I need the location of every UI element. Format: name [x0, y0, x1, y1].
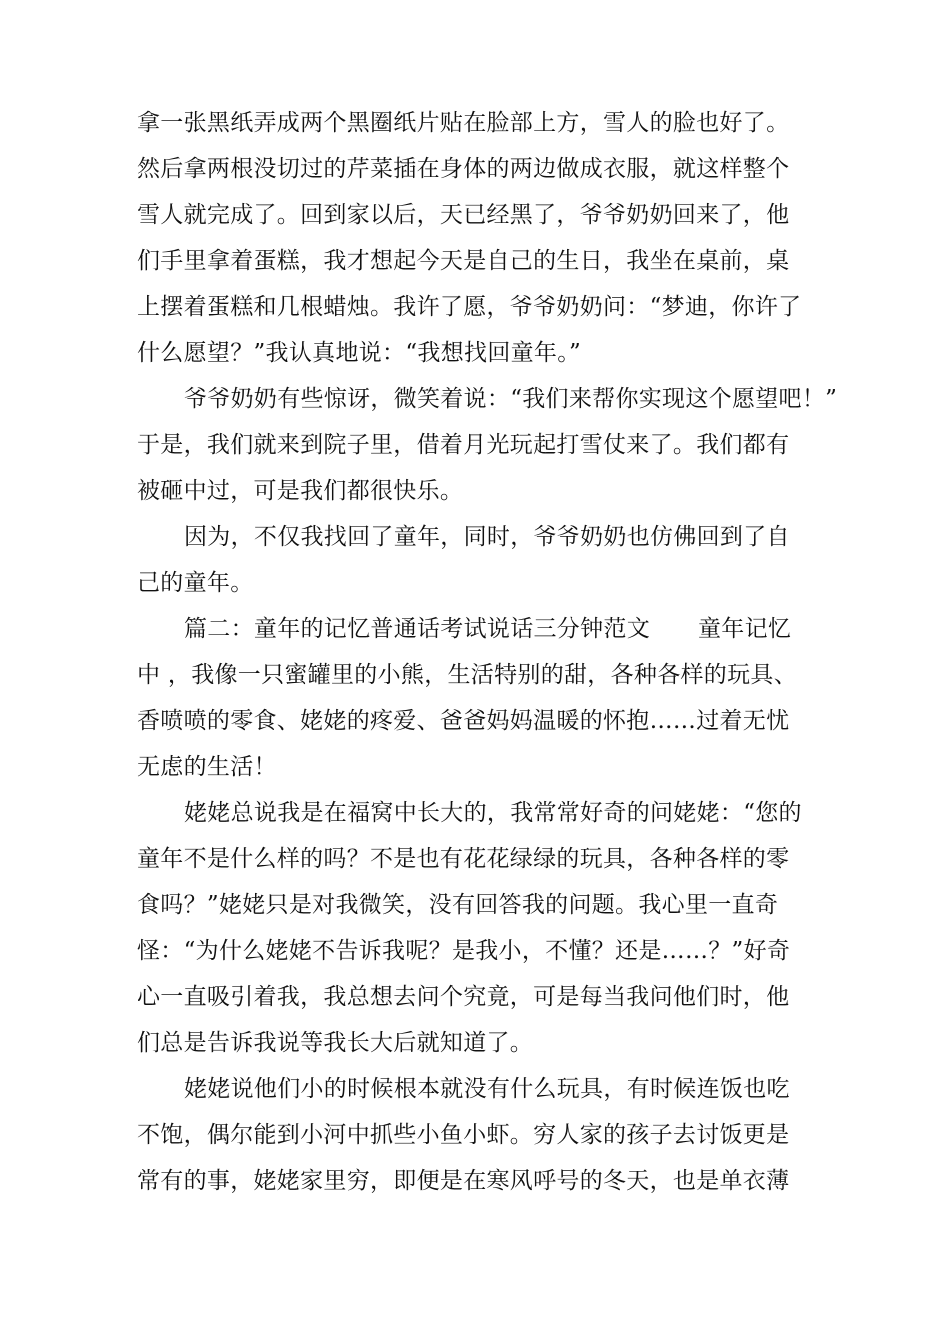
section-heading: 篇二：童年的记忆普通话考试说话三分钟范文 — [184, 616, 650, 642]
text-line: 姥姥总说我是在福窝中长大的，我常常好奇的问姥姥：“您的 — [184, 800, 802, 826]
text-line: 爷爷奶奶有些惊讶，微笑着说：“我们来帮你实现这个愿望吧！” — [184, 386, 838, 412]
section-heading-line — [137, 606, 821, 652]
text-line: 怪：“为什么姥姥不告诉我呢？是我小，不懂？还是……？”好奇 — [137, 938, 791, 964]
text-line: 雪人就完成了。回到家以后，天已经黑了，爷爷奶奶回来了，他 — [137, 202, 790, 228]
text-line: 然后拿两根没切过的芹菜插在身体的两边做成衣服，就这样整个 — [137, 156, 790, 182]
text-line: 中 ，我像一只蜜罐里的小熊，生活特别的甜，各种各样的玩具、 — [137, 662, 798, 688]
section-heading-continuation: 童年记忆 — [698, 616, 792, 642]
text-line: 上摆着蛋糕和几根蜡烛。我许了愿，爷爷奶奶问：“梦迪，你许了 — [137, 294, 802, 320]
text-line: 于是，我们就来到院子里，借着月光玩起打雪仗来了。我们都有 — [137, 432, 790, 458]
text-line: 无虑的生活！ — [137, 754, 277, 780]
text-line: 常有的事，姥姥家里穷，即便是在寒风呼号的冬天，也是单衣薄 — [137, 1168, 790, 1194]
text-line: 己的童年。 — [137, 570, 254, 596]
text-line: 被砸中过，可是我们都很快乐。 — [137, 478, 464, 504]
text-line: 香喷喷的零食、姥姥的疼爱、爸爸妈妈温暖的怀抱……过着无忧 — [137, 708, 790, 734]
text-line: 童年不是什么样的吗？不是也有花花绿绿的玩具，各种各样的零 — [137, 846, 790, 872]
text-line: 食吗？”姥姥只是对我微笑，没有回答我的问题。我心里一直奇 — [137, 892, 779, 918]
text-line: 不饱，偶尔能到小河中抓些小鱼小虾。穷人家的孩子去讨饭更是 — [137, 1122, 790, 1148]
text-line: 因为，不仅我找回了童年，同时，爷爷奶奶也仿佛回到了自 — [184, 524, 790, 550]
text-line: 们总是告诉我说等我长大后就知道了。 — [137, 1030, 534, 1056]
text-line: 姥姥说他们小的时候根本就没有什么玩具，有时候连饭也吃 — [184, 1076, 790, 1102]
body-text — [137, 100, 838, 1204]
text-line: 什么愿望？”我认真地说：“我想找回童年。” — [137, 340, 582, 366]
text-line: 拿一张黑纸弄成两个黑圈纸片贴在脸部上方，雪人的脸也好了。 — [137, 110, 790, 136]
text-line: 心一直吸引着我，我总想去问个究竟，可是每当我问他们时，他 — [137, 984, 790, 1010]
text-line: 们手里拿着蛋糕，我才想起今天是自己的生日，我坐在桌前，桌 — [137, 248, 790, 274]
